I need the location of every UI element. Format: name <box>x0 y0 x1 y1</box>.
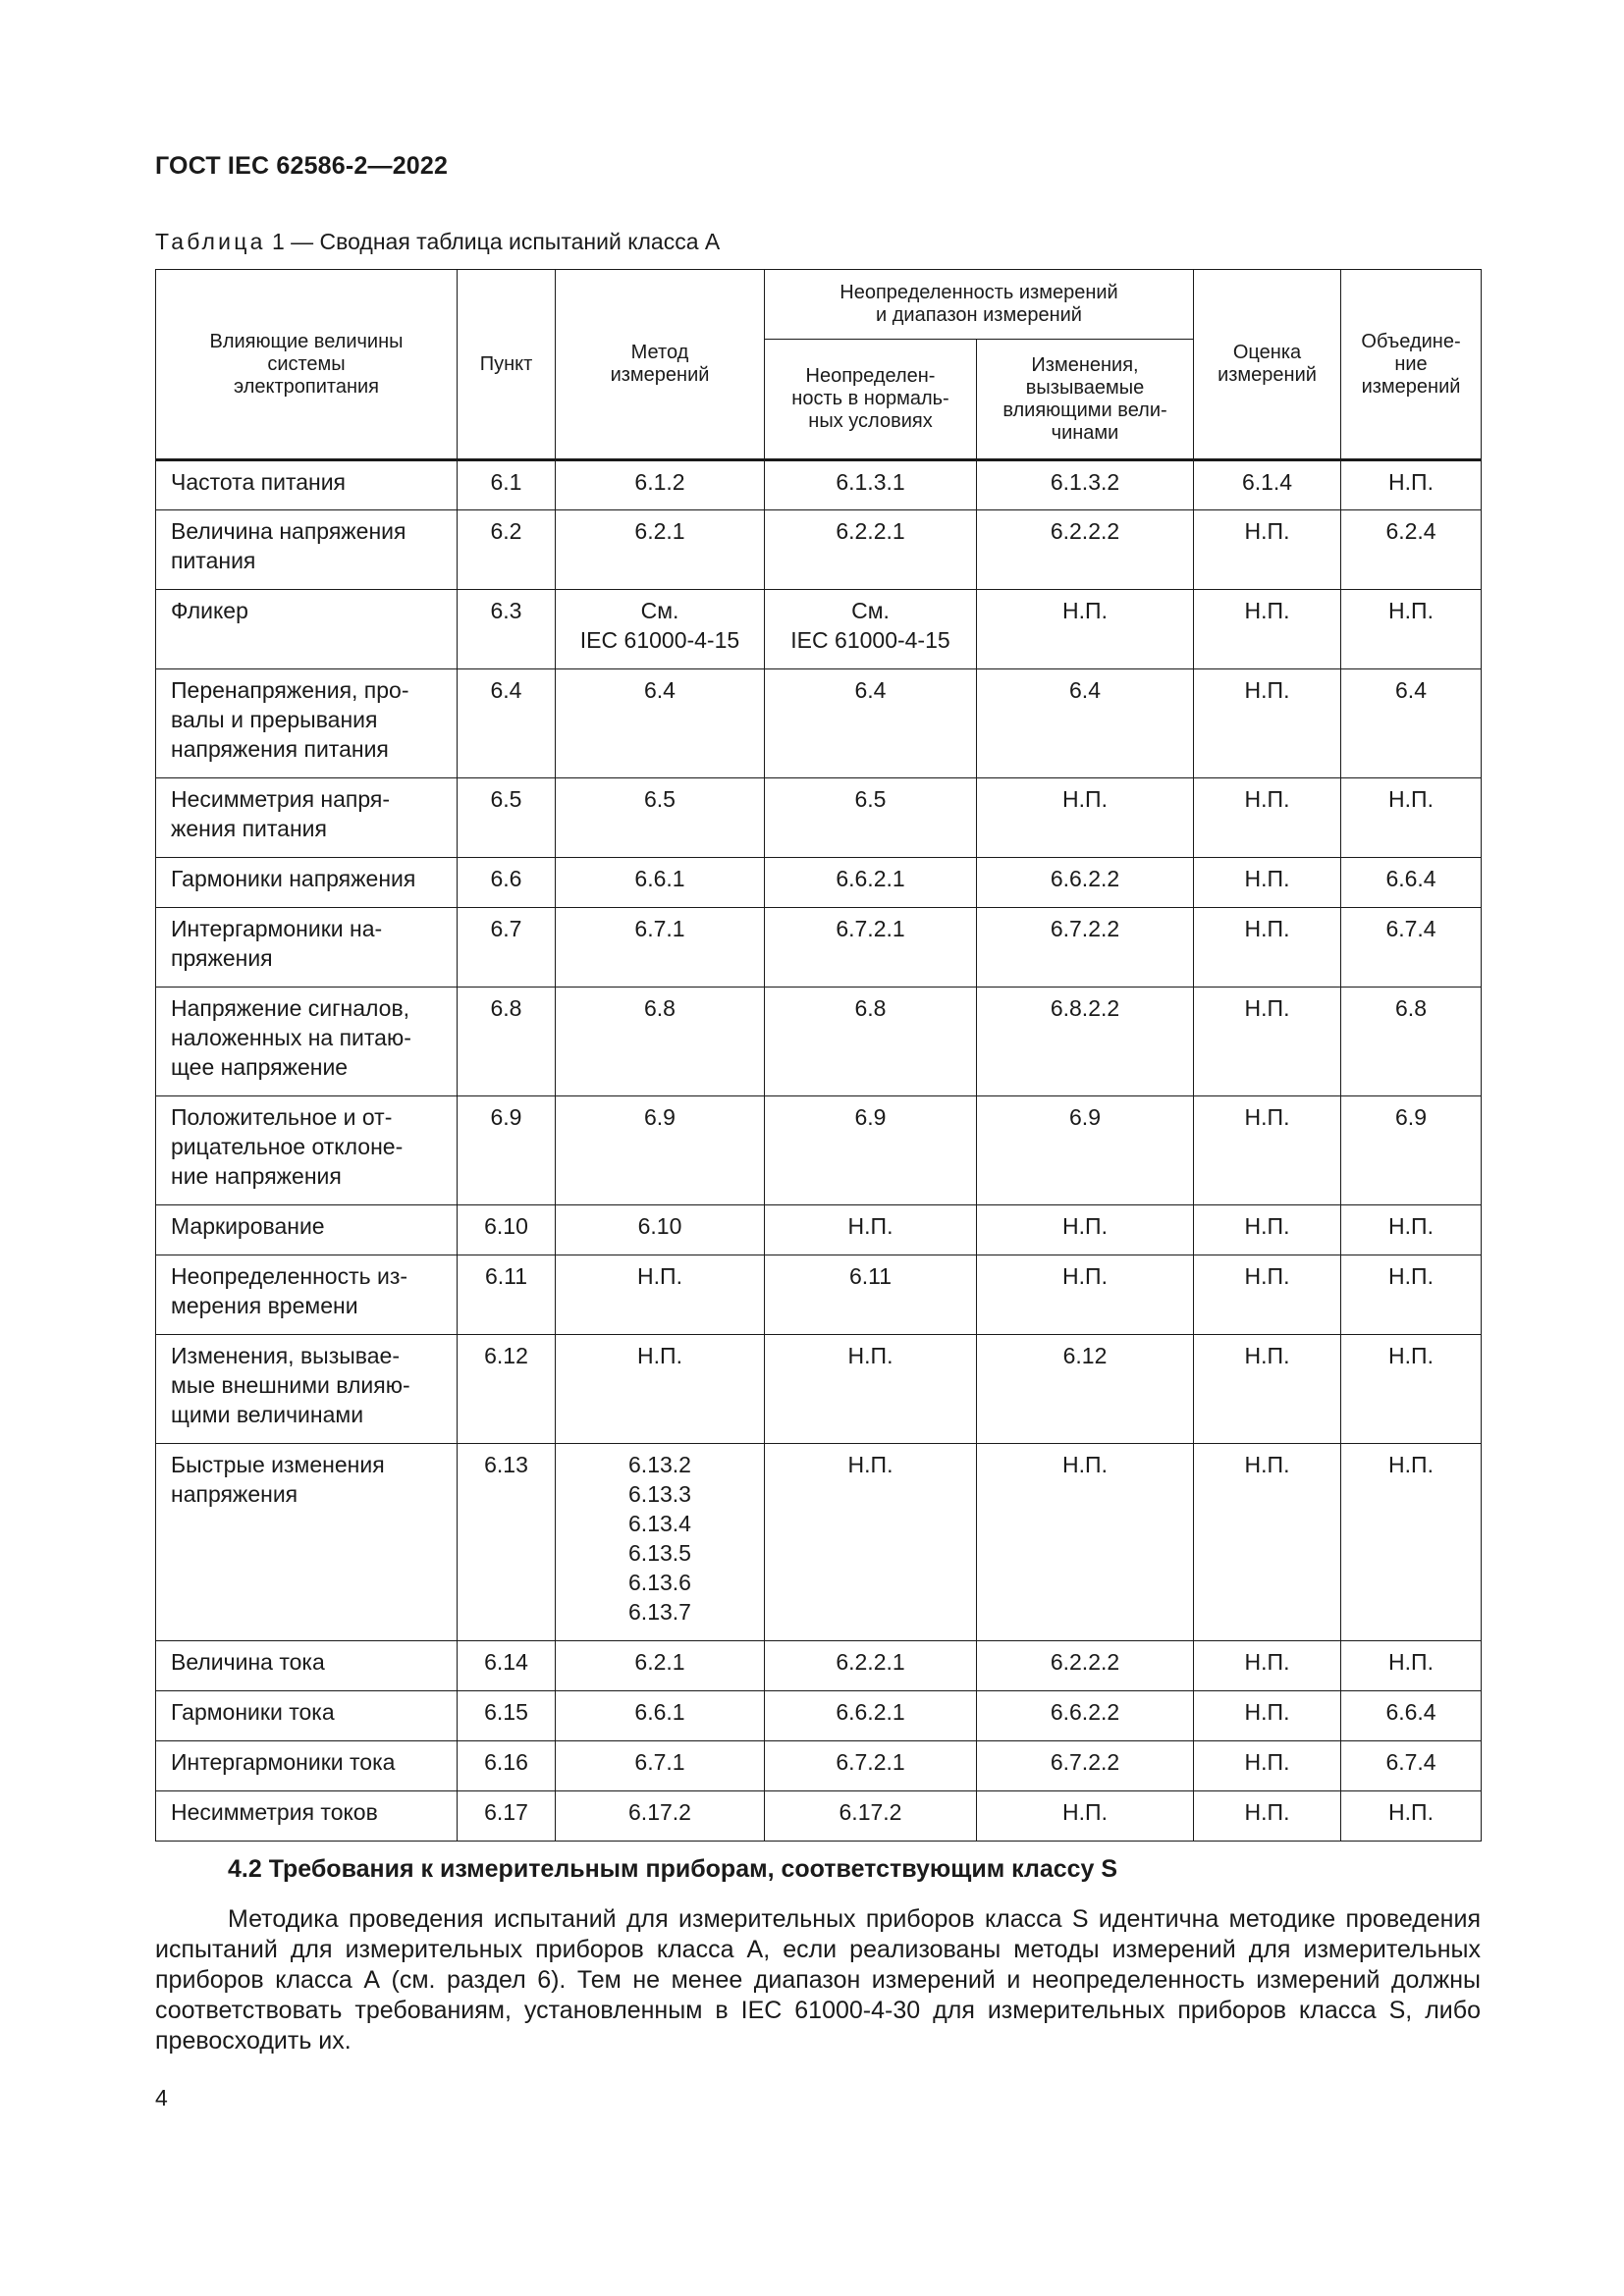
cell-method <box>556 1691 765 1741</box>
cell-method <box>556 1255 765 1335</box>
cell-line: 6.5 <box>854 786 887 812</box>
cell-clause: 6.14 <box>458 1641 556 1691</box>
cell-line: 6.4 <box>644 677 676 703</box>
cell-line: 6.6.1 <box>634 1699 685 1725</box>
header-line: Влияющие величины <box>209 330 404 352</box>
cell-method <box>556 1791 765 1842</box>
cell-assessment: Н.П. <box>1194 510 1341 590</box>
cell-assessment: Н.П. <box>1194 1791 1341 1842</box>
header-line: Объедине- <box>1361 330 1461 352</box>
cell-line: 6.2.1 <box>634 518 685 544</box>
table-row <box>156 1255 1482 1335</box>
cell-quantity <box>156 1205 458 1255</box>
cell-line: 6.1.2 <box>634 469 685 495</box>
table-caption-title: 1 — Сводная таблица испытаний класса А <box>265 229 721 254</box>
cell-method <box>556 1641 765 1691</box>
cell-assessment: Н.П. <box>1194 908 1341 988</box>
cell-line: 6.11 <box>848 1263 893 1289</box>
header-uncertainty-group <box>765 270 1194 340</box>
cell-clause: 6.8 <box>458 988 556 1096</box>
cell-aggregation: 6.8 <box>1341 988 1482 1096</box>
cell-line: 6.2.2.1 <box>836 1649 905 1675</box>
cell-quantity <box>156 1691 458 1741</box>
table-caption-label: Таблица <box>155 229 266 254</box>
cell-line: 6.8 <box>644 995 676 1021</box>
header-aggregation <box>1341 270 1482 460</box>
cell-uncertainty <box>765 1444 977 1641</box>
cell-line: напряжения питания <box>171 736 389 762</box>
cell-assessment: Н.П. <box>1194 1335 1341 1444</box>
header-line: ных условиях <box>808 410 933 432</box>
cell-line: Быстрые изменения <box>171 1452 385 1477</box>
cell-method <box>556 988 765 1096</box>
cell-quantity <box>156 1741 458 1791</box>
cell-clause: 6.3 <box>458 590 556 669</box>
header-line: электропитания <box>233 375 380 398</box>
cell-assessment: Н.П. <box>1194 1444 1341 1641</box>
cell-quantity <box>156 778 458 858</box>
cell-line: щее напряжение <box>171 1054 349 1080</box>
header-method <box>556 270 765 460</box>
cell-aggregation: 6.7.4 <box>1341 1741 1482 1791</box>
cell-aggregation: Н.П. <box>1341 460 1482 510</box>
cell-method <box>556 1741 765 1791</box>
cell-line: 6.13.6 <box>628 1570 691 1595</box>
cell-quantity <box>156 590 458 669</box>
cell-uncertainty <box>765 460 977 510</box>
cell-uncertainty <box>765 1741 977 1791</box>
cell-uncertainty <box>765 1335 977 1444</box>
cell-line: 6.6.1 <box>634 866 685 891</box>
cell-variations: 6.9 <box>977 1096 1194 1205</box>
cell-clause: 6.1 <box>458 460 556 510</box>
page-number: 4 <box>155 2085 168 2110</box>
cell-line: валы и прерывания <box>171 707 378 732</box>
cell-line: 6.5 <box>644 786 676 812</box>
header-clause: Пункт <box>458 270 556 460</box>
header-quantity <box>156 270 458 460</box>
header-line: Оценка <box>1232 342 1302 363</box>
table-row <box>156 778 1482 858</box>
cell-aggregation: 6.4 <box>1341 669 1482 778</box>
table-row <box>156 510 1482 590</box>
cell-clause: 6.11 <box>458 1255 556 1335</box>
cell-line: Величина тока <box>171 1649 325 1675</box>
cell-line: 6.13.5 <box>628 1540 691 1566</box>
header-line: измерений <box>610 364 710 386</box>
cell-line: Неопределенность из- <box>171 1263 408 1289</box>
cell-quantity <box>156 908 458 988</box>
cell-quantity <box>156 1791 458 1842</box>
cell-line: 6.13.2 <box>628 1452 691 1477</box>
cell-variations: 6.7.2.2 <box>977 1741 1194 1791</box>
cell-line: 6.7.1 <box>634 916 685 941</box>
cell-line: питания <box>171 548 256 573</box>
table-row <box>156 988 1482 1096</box>
cell-uncertainty <box>765 1691 977 1741</box>
cell-line: 6.13.3 <box>628 1481 691 1507</box>
cell-line: 6.2.2.1 <box>836 518 905 544</box>
table-row <box>156 590 1482 669</box>
header-line: Метод <box>630 342 689 363</box>
cell-line: Н.П. <box>637 1343 682 1368</box>
cell-method <box>556 1335 765 1444</box>
cell-line: 6.13.7 <box>628 1599 691 1625</box>
cell-method <box>556 908 765 988</box>
header-variations <box>977 340 1194 460</box>
cell-line: 6.10 <box>637 1213 682 1239</box>
cell-line: Интергармоники на- <box>171 916 383 941</box>
cell-line: Несимметрия напря- <box>171 786 391 812</box>
cell-line: 6.17.2 <box>628 1799 691 1825</box>
cell-variations: 6.2.2.2 <box>977 510 1194 590</box>
cell-method <box>556 669 765 778</box>
cell-variations: 6.8.2.2 <box>977 988 1194 1096</box>
cell-clause: 6.16 <box>458 1741 556 1791</box>
cell-aggregation: Н.П. <box>1341 778 1482 858</box>
cell-clause: 6.4 <box>458 669 556 778</box>
cell-clause: 6.12 <box>458 1335 556 1444</box>
cell-assessment: Н.П. <box>1194 1691 1341 1741</box>
cell-method <box>556 1444 765 1641</box>
cell-clause: 6.6 <box>458 858 556 908</box>
cell-line: 6.9 <box>644 1104 676 1130</box>
cell-uncertainty <box>765 669 977 778</box>
cell-assessment: 6.1.4 <box>1194 460 1341 510</box>
cell-line: 6.6.2.1 <box>836 1699 905 1725</box>
cell-line: мерения времени <box>171 1293 358 1318</box>
header-uncertainty-ref <box>765 340 977 460</box>
cell-line: наложенных на питаю- <box>171 1025 411 1050</box>
section-body: Методика проведения испытаний для измерительных приборов класса S идентична методике проведения испытаний для измерительных приборов класса А, если реализованы методы измерений для измерительных приборов класса А (см. раздел 6). Тем не менее диапазон измерений и неопределенность измерений должны соответствовать требованиям, установленным в IEC 61000-4-30 для измерительных приборов класса S, либо превосходить их. <box>155 1905 1481 2055</box>
cell-line: 6.7.1 <box>634 1749 685 1775</box>
cell-assessment: Н.П. <box>1194 988 1341 1096</box>
cell-line: Напряжение сигналов, <box>171 995 410 1021</box>
cell-uncertainty <box>765 858 977 908</box>
table-caption <box>155 229 720 255</box>
cell-line: 6.4 <box>854 677 887 703</box>
cell-assessment: Н.П. <box>1194 1255 1341 1335</box>
cell-aggregation: Н.П. <box>1341 1444 1482 1641</box>
cell-line: IEC 61000-4-15 <box>790 627 950 653</box>
cell-aggregation: Н.П. <box>1341 590 1482 669</box>
cell-method <box>556 590 765 669</box>
section-heading: 4.2 Требования к измерительным приборам, соответствующим классу S <box>228 1855 1118 1883</box>
cell-method <box>556 778 765 858</box>
cell-clause: 6.7 <box>458 908 556 988</box>
table-row <box>156 1791 1482 1842</box>
cell-clause: 6.13 <box>458 1444 556 1641</box>
cell-variations: Н.П. <box>977 1255 1194 1335</box>
cell-aggregation: Н.П. <box>1341 1335 1482 1444</box>
cell-line: ние напряжения <box>171 1163 342 1189</box>
cell-variations: 6.4 <box>977 669 1194 778</box>
cell-clause: 6.5 <box>458 778 556 858</box>
cell-uncertainty <box>765 1255 977 1335</box>
cell-uncertainty <box>765 1096 977 1205</box>
cell-aggregation: 6.6.4 <box>1341 1691 1482 1741</box>
cell-aggregation: 6.9 <box>1341 1096 1482 1205</box>
cell-clause: 6.9 <box>458 1096 556 1205</box>
cell-method <box>556 460 765 510</box>
cell-line: 6.2.1 <box>634 1649 685 1675</box>
header-line: измерений <box>1361 375 1461 398</box>
cell-aggregation: Н.П. <box>1341 1205 1482 1255</box>
cell-clause: 6.2 <box>458 510 556 590</box>
cell-method <box>556 1096 765 1205</box>
cell-line: 6.17.2 <box>839 1799 902 1825</box>
cell-quantity <box>156 1096 458 1205</box>
table-row <box>156 669 1482 778</box>
cell-method <box>556 510 765 590</box>
cell-aggregation: Н.П. <box>1341 1255 1482 1335</box>
cell-line: Гармоники напряжения <box>171 866 416 891</box>
header-line: ность в нормаль- <box>791 388 949 409</box>
cell-line: мые внешними влияю- <box>171 1372 410 1398</box>
document-header: ГОСТ IEC 62586-2—2022 <box>155 152 449 180</box>
cell-line: Н.П. <box>847 1343 893 1368</box>
cell-quantity <box>156 669 458 778</box>
cell-line: Величина напряжения <box>171 518 406 544</box>
cell-line: Интергармоники тока <box>171 1749 396 1775</box>
cell-line: См. <box>640 598 679 623</box>
cell-variations: Н.П. <box>977 778 1194 858</box>
header-line: чинами <box>1051 421 1119 444</box>
cell-assessment: Н.П. <box>1194 1641 1341 1691</box>
cell-line: Н.П. <box>847 1213 893 1239</box>
cell-line: Несимметрия токов <box>171 1799 378 1825</box>
cell-clause: 6.17 <box>458 1791 556 1842</box>
cell-quantity <box>156 1255 458 1335</box>
cell-variations: Н.П. <box>977 590 1194 669</box>
table-row <box>156 1741 1482 1791</box>
header-line: ние <box>1394 352 1428 375</box>
cell-variations: 6.6.2.2 <box>977 1691 1194 1741</box>
cell-assessment: Н.П. <box>1194 1096 1341 1205</box>
cell-line: См. <box>851 598 890 623</box>
cell-aggregation: Н.П. <box>1341 1641 1482 1691</box>
cell-uncertainty <box>765 1641 977 1691</box>
cell-line: Гармоники тока <box>171 1699 335 1725</box>
cell-variations: Н.П. <box>977 1205 1194 1255</box>
cell-aggregation: 6.7.4 <box>1341 908 1482 988</box>
cell-quantity <box>156 460 458 510</box>
cell-line: IEC 61000-4-15 <box>579 627 740 653</box>
cell-line: 6.7.2.1 <box>836 916 905 941</box>
cell-variations: Н.П. <box>977 1444 1194 1641</box>
cell-line: пряжения <box>171 945 273 971</box>
cell-line: 6.8 <box>854 995 887 1021</box>
cell-uncertainty <box>765 778 977 858</box>
cell-quantity <box>156 1335 458 1444</box>
cell-variations: 6.2.2.2 <box>977 1641 1194 1691</box>
table-row <box>156 1335 1482 1444</box>
table-row <box>156 908 1482 988</box>
table-row <box>156 1641 1482 1691</box>
cell-uncertainty <box>765 1791 977 1842</box>
cell-uncertainty <box>765 908 977 988</box>
cell-assessment: Н.П. <box>1194 669 1341 778</box>
table-row <box>156 1444 1482 1641</box>
table-row <box>156 460 1482 510</box>
table-row <box>156 1096 1482 1205</box>
cell-clause: 6.10 <box>458 1205 556 1255</box>
cell-variations: Н.П. <box>977 1791 1194 1842</box>
cell-variations: 6.1.3.2 <box>977 460 1194 510</box>
cell-assessment: Н.П. <box>1194 1741 1341 1791</box>
cell-assessment: Н.П. <box>1194 858 1341 908</box>
cell-line: 6.13.4 <box>628 1511 691 1536</box>
cell-line: 6.9 <box>854 1104 887 1130</box>
cell-line: Частота питания <box>171 469 347 495</box>
cell-line: 6.1.3.1 <box>836 469 905 495</box>
cell-variations: 6.7.2.2 <box>977 908 1194 988</box>
cell-uncertainty <box>765 988 977 1096</box>
table-row <box>156 1205 1482 1255</box>
cell-aggregation: Н.П. <box>1341 1791 1482 1842</box>
cell-quantity <box>156 1641 458 1691</box>
cell-assessment: Н.П. <box>1194 1205 1341 1255</box>
header-line: вызываемые <box>1025 376 1145 399</box>
cell-quantity <box>156 510 458 590</box>
cell-uncertainty <box>765 590 977 669</box>
cell-line: рицательное отклоне- <box>171 1134 404 1159</box>
cell-line: жения питания <box>171 816 327 841</box>
cell-line: Перенапряжения, про- <box>171 677 409 703</box>
cell-line: Маркирование <box>171 1213 325 1239</box>
cell-variations: 6.6.2.2 <box>977 858 1194 908</box>
cell-assessment: Н.П. <box>1194 778 1341 858</box>
header-line: влияющими вели- <box>1002 399 1167 421</box>
table-row <box>156 1691 1482 1741</box>
cell-line: Изменения, вызывае- <box>171 1343 400 1368</box>
cell-line: Фликер <box>171 598 248 623</box>
cell-assessment: Н.П. <box>1194 590 1341 669</box>
cell-line: Положительное и от- <box>171 1104 393 1130</box>
cell-uncertainty <box>765 510 977 590</box>
header-line: Неопределенность измерений <box>839 282 1118 303</box>
header-line: измерений <box>1218 364 1317 386</box>
cell-method <box>556 858 765 908</box>
header-line: Изменения, <box>1031 353 1139 376</box>
cell-quantity <box>156 858 458 908</box>
cell-method <box>556 1205 765 1255</box>
summary-table <box>155 269 1482 1842</box>
cell-uncertainty <box>765 1205 977 1255</box>
summary-table-body <box>156 460 1482 1842</box>
cell-line: 6.6.2.1 <box>836 866 905 891</box>
cell-line: Н.П. <box>847 1452 893 1477</box>
cell-line: щими величинами <box>171 1402 364 1427</box>
header-line: Неопределен- <box>805 365 936 387</box>
cell-quantity <box>156 988 458 1096</box>
cell-variations: 6.12 <box>977 1335 1194 1444</box>
header-line: и диапазон измерений <box>876 304 1082 326</box>
cell-aggregation: 6.6.4 <box>1341 858 1482 908</box>
cell-aggregation: 6.2.4 <box>1341 510 1482 590</box>
header-assessment <box>1194 270 1341 460</box>
cell-clause: 6.15 <box>458 1691 556 1741</box>
header-line: системы <box>267 352 346 375</box>
cell-quantity <box>156 1444 458 1641</box>
table-row <box>156 858 1482 908</box>
cell-line: 6.7.2.1 <box>836 1749 905 1775</box>
cell-line: Н.П. <box>637 1263 682 1289</box>
cell-line: напряжения <box>171 1481 298 1507</box>
